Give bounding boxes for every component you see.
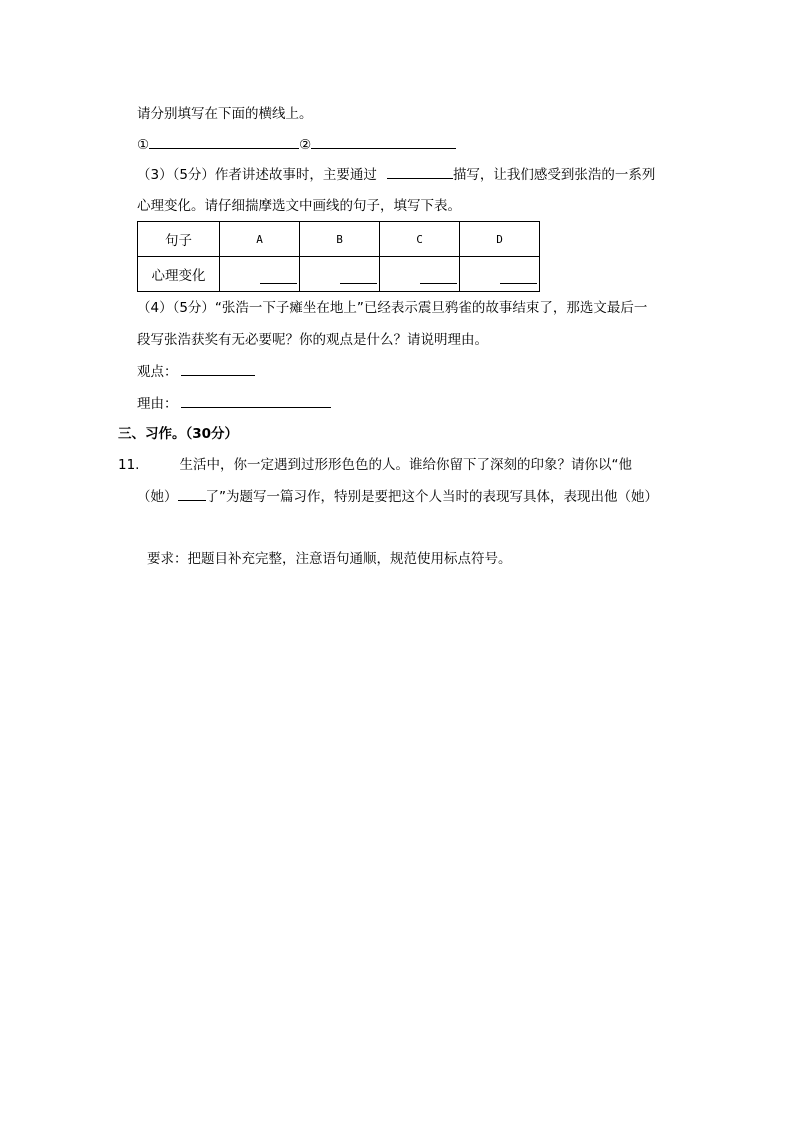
q4-line1: （4）（5分）“张浩一下子瘫坐在地上”已经表示震旦鸦雀的故事结束了，那选文最后一 xyxy=(137,300,648,316)
q11-line1 xyxy=(118,456,632,474)
reason-label: 理由： xyxy=(137,396,178,412)
marker-1: ① xyxy=(137,137,150,153)
row-header-psychology: 心理变化 xyxy=(138,257,220,292)
table-row-psychology xyxy=(138,257,540,292)
q11-text-line1: 生活中，你一定遇到过形形色色的人。谁给你留下了深刻的印象？请你以“他 xyxy=(179,457,632,473)
answer-blank-c[interactable] xyxy=(420,283,457,284)
q2-instruction: 请分别填写在下面的横线上。 xyxy=(137,106,313,122)
q4-viewpoint xyxy=(137,363,255,381)
answer-blank-1[interactable] xyxy=(149,136,299,149)
column-c: C xyxy=(380,222,460,257)
q11-number: 11. xyxy=(118,457,140,473)
q3-suffix: 描写，让我们感受到张浩的一系列 xyxy=(452,167,656,183)
answer-blank-b[interactable] xyxy=(340,283,377,284)
cell-d-answer[interactable] xyxy=(460,257,540,292)
section3-heading: 三、习作。（30分） xyxy=(118,426,239,442)
cell-a-answer[interactable] xyxy=(220,257,300,292)
answer-blank-d[interactable] xyxy=(500,283,537,284)
q3-line2: 心理变化。请仔细揣摩选文中画线的句子，填写下表。 xyxy=(137,198,461,214)
q11-suffix: 了”为题写一篇习作，特别是要把这个人当时的表现写具体，表现出他（她） xyxy=(205,489,658,505)
viewpoint-blank[interactable] xyxy=(181,363,255,376)
title-blank[interactable] xyxy=(178,488,206,501)
row-header-sentence: 句子 xyxy=(138,222,220,257)
q11-requirement: 要求：把题目补充完整，注意语句通顺，规范使用标点符号。 xyxy=(147,551,512,567)
q11-prefix: （她） xyxy=(137,489,178,505)
column-d: D xyxy=(460,222,540,257)
answer-blank-2[interactable] xyxy=(311,136,456,149)
marker-2: ② xyxy=(299,137,312,153)
q3-description-blank[interactable] xyxy=(387,166,453,179)
q3-line1 xyxy=(137,166,655,184)
viewpoint-label: 观点： xyxy=(137,364,178,380)
q4-reason xyxy=(137,395,331,413)
q3-prefix: （3）（5分）作者讲述故事时，主要通过 xyxy=(137,167,377,183)
q4-line2: 段写张浩获奖有无必要呢？你的观点是什么？请说明理由。 xyxy=(137,332,488,348)
cell-c-answer[interactable] xyxy=(380,257,460,292)
cell-b-answer[interactable] xyxy=(300,257,380,292)
table-row-sentence xyxy=(138,222,540,257)
answer-blank-a[interactable] xyxy=(260,283,297,284)
reason-blank[interactable] xyxy=(181,395,331,408)
column-a: A xyxy=(220,222,300,257)
q2-answer-lines xyxy=(137,136,456,154)
q3-table xyxy=(137,221,540,292)
q11-line2 xyxy=(137,488,658,506)
column-b: B xyxy=(300,222,380,257)
